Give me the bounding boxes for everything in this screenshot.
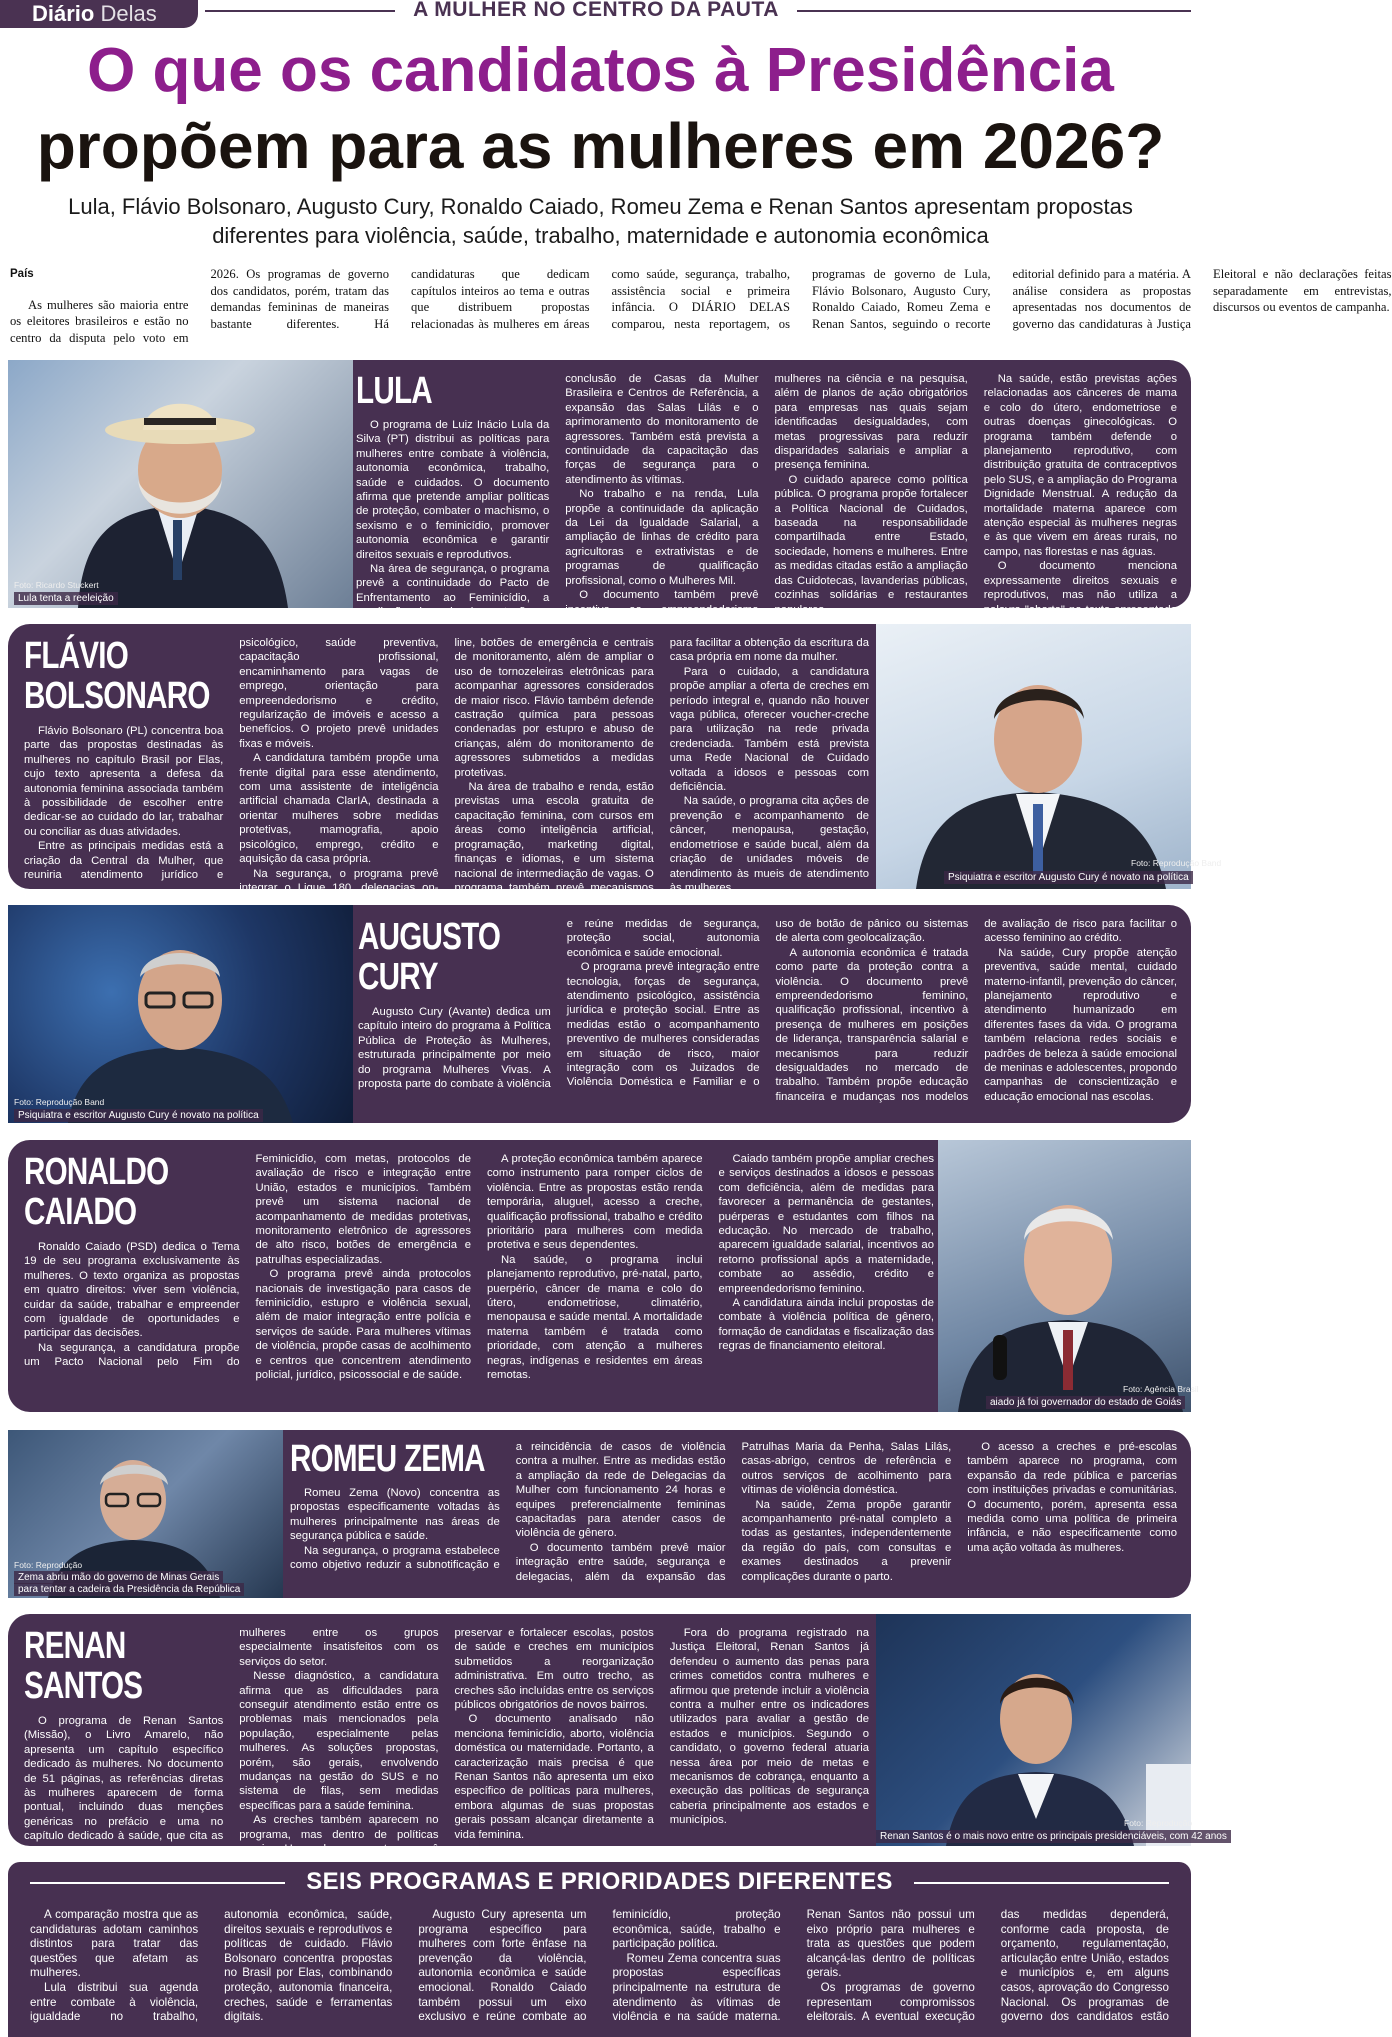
- paragraph: A autonomia econômica é tratada como parte da proteção contra a violência. O documento prevê empreendedorismo feminino, qualificação profissional, incentivo à presença de mulheres em posições de liderança, transparência salarial e mecanismos para reduzir desigualdades no mercado de trabalho. Também propõe educação financeira e mudanças nos modelos de avaliação de risco para facilitar o acesso feminino ao crédito.: [775, 918, 1177, 1103]
- paragraph: Ronaldo Caiado (PSD) dedica o Tema 19 de seu programa exclusivamente às mulheres. O texto organiza as propostas em quatro direitos: viver sem violência, cuidar da saúde, trabalhar e empreender com igualdade de oportunidades e participar das decisões.: [24, 1241, 240, 1340]
- paragraph: Na saúde, Zema propõe garantir acompanhamento pré-natal completo a todas as gestantes, independentemente da região do país, com consultas e exames destinados a prevenir complicações durante o parto.: [741, 1498, 952, 1583]
- paragraph: Para o cuidado, a candidatura propõe ampliar a oferta de creches em período integral e, quando não houver vaga pública, oferecer voucher-creche para utilização na rede privada credenciada. Também está prevista uma Rede Nacional de Cuidado voltada a idosos e pessoas com deficiência.: [669, 665, 869, 794]
- paragraph: No trabalho e na renda, Lula propõe a continuidade da aplicação da Lei da Igualdade Salarial, a ampliação de linhas de crédito para agricultoras e extrativistas e de programas de qualificação profissional, como o Mulheres Mil.: [565, 488, 759, 587]
- section-tagline: A MULHER NO CENTRO DA PAUTA: [395, 0, 797, 22]
- photo-caption: para tentar a cadeira da Presidência da República: [14, 1583, 244, 1596]
- paragraph: Na saúde, Cury propõe atenção preventiva, saúde mental, cuidado materno-infantil, prevenção do câncer, planejamento reprodutivo e atendimento humanizado em diferentes fases da vida. O programa também relaciona redes sociais e padrões de beleza à saúde emocional de meninas e adolescentes, propondo campanhas de conscientização e educação emocional nas escolas.: [984, 946, 1177, 1103]
- photo-caption: Psiquiatra e escritor Augusto Cury é novato na política: [14, 1109, 263, 1122]
- panel-romeu-zema: [8, 1430, 1191, 1598]
- paragraph: O documento analisado não menciona feminicídio, aborto, violência doméstica ou maternidade. Portanto, a caracterização mais precisa é que Renan Santos não apresenta um eixo específico de políticas para mulheres, embora algumas de suas propostas gerais possam alcançar diretamente a vida feminina.: [454, 1713, 654, 1841]
- photo-romeu-zema: [8, 1430, 283, 1598]
- paragraph: Caiado também propõe ampliar creches e serviços destinados a idosos e pessoas com deficiência, além de medidas para favorecer a permanência de gestantes, puérperas e estudantes com filhos na educação. No mercado de trabalho, aparecem igualdade salarial, incentivos ao retorno profissional após a maternidade, combate ao assédio, crédito e empreendedorismo feminino.: [718, 1153, 934, 1295]
- summary-text: [8, 1902, 1364, 2037]
- paragraph: A comparação mostra que as candidaturas adotam caminhos distintos para tratar das questões que afetam as mulheres.: [30, 1908, 199, 1980]
- photo-caption: Psiquiatra e escritor Augusto Cury é novato na política: [944, 871, 1193, 884]
- text-romeu-zema: [290, 1440, 1177, 1588]
- paragraph: Na saúde, estão previstas ações relacionadas aos cânceres de mama e colo do útero, endometriose e outras doenças ginecológicas. O programa também defende o planejamento reprodutivo, com distribuição gratuita de contraceptivos pelo SUS, e a ampliação do Programa Dignidade Menstrual. A redução da mortalidade materna aparece com atenção especial às mulheres negras e às que vivem em áreas rurais, no campo, nas florestas e nas águas.: [983, 373, 1177, 558]
- paragraph: As creches também aparecem no programa, mas dentro de políticas gerais. Uma das propostas prevê preservar e fortalecer escolas, postos de saúde e creches em municípios submetidos a reorganização administrativa. Em outro trecho, as creches são incluídas entre os serviços públicos obrigatórios de novos bairros.: [239, 1627, 654, 1856]
- paragraph: O programa de Luiz Inácio Lula da Silva (PT) distribui as políticas para mulheres entre combate à violência, autonomia econômica, trabalho, saúde e cuidados. O documento afirma que pretende ampliar políticas de proteção, combater o machismo, o sexismo e o feminicídio, promover autonomia econômica e garantir direitos sexuais e reprodutivos.: [356, 419, 550, 561]
- paragraph: Augusto Cury apresenta um programa específico para mulheres com forte ênfase na prevenção da violência, autonomia econômica e saúde emocional. Ronaldo Caiado também possui um eixo exclusivo e reúne combate ao feminicídio, proteção econômica, saúde, trabalho e participação política.: [418, 1908, 781, 2024]
- paragraph: O programa de Renan Santos (Missão), o Livro Amarelo, não apresenta um capítulo específico dedicado às mulheres. No documento de 51 páginas, as referências diretas às mulheres aparecem de forma pontual, incluindo duas menções genéricas no prefácio e uma no capítulo dedicado à saúde, que cita as mulheres entre os grupos especialmente insatisfeitos com os serviços do setor.: [24, 1627, 439, 1843]
- panel-flavio-bolsonaro: [8, 624, 1222, 894]
- paragraph: A proteção econômica também aparece como instrumento para romper ciclos de violência. Entre as propostas estão renda temporária, aluguel, acesso a creche, qualificação profissional, trabalho e crédito prioritário para mulheres com medida protetiva e seus dependentes.: [487, 1153, 703, 1252]
- paragraph: Na segurança, o programa estabelece como objetivo reduzir a subnotificação e a reincidência de casos de violência contra a mulher. Entre as medidas estão a ampliação da rede de Delegacias da Mulher com funcionamento 24 horas e equipes preferencialmente femininas capacitadas para atender casos de violência de gênero.: [290, 1441, 726, 1572]
- photo-caption: aiado já foi governador do estado de Goiás: [986, 1396, 1185, 1409]
- paragraph: Na área de trabalho e renda, estão previstas uma escola gratuita de capacitação feminina, com cursos em áreas como inteligência artificial, programação, marketing digital, finanças e idiomas, e um sistema nacional de intermediação de vagas. O programa também prevê mecanismos para facilitar a obtenção da escritura da casa própria em nome da mulher.: [454, 637, 869, 894]
- headline-line-2: propõem para as mulheres em 2026?: [36, 110, 1165, 182]
- intro-text: [10, 266, 1392, 346]
- photo-credit: Foto: Reprodução: [14, 1560, 83, 1570]
- summary-title-bar: [8, 1862, 1191, 1902]
- panel-augusto-cury: [8, 905, 1191, 1123]
- paragraph: Fora do programa registrado na Justiça Eleitoral, Renan Santos já defendeu o aumento das penas para crimes cometidos contra mulheres e afirmou que pretende incluir a violência contra a mulher entre os indicadores utilizados para avaliar a gestão de estados e municípios. Segundo o candidato, o governo federal atuaria nessa área por meio de metas e mecanismos de cobrança, enquanto a execução das políticas de segurança caberia principalmente aos estados e municípios.: [669, 1627, 869, 1827]
- top-bar: [0, 0, 1201, 30]
- photo-caption: Zema abriu mão do governo de Minas Gerais: [14, 1571, 223, 1584]
- candidate-name: AUGUSTO CURY: [358, 916, 501, 998]
- photo-credit: Foto: Ricardo Stuckert: [14, 580, 99, 590]
- text-ronaldo-caiado: [24, 1152, 934, 1402]
- panel-renan-santos: [8, 1614, 1227, 1856]
- brand-light: Delas: [100, 1, 157, 26]
- photo-lula: [8, 360, 353, 608]
- candidate-name: LULA: [356, 370, 432, 412]
- paragraph: Romeu Zema (Novo) concentra as propostas especificamente voltadas às mulheres principalmente nas áreas de segurança pública e saúde.: [290, 1487, 500, 1543]
- photo-ronaldo-caiado: [938, 1140, 1199, 1412]
- paragraph: O programa prevê integração entre tecnologia, forças de segurança, atendimento psicológico, assistência jurídica e proteção social. Entre as medidas estão o acompanhamento preventivo de mulheres consideradas em situação de risco, maior integração com os Juizados de Violência Doméstica e Familiar e o uso de botão de pânico ou sistemas de alerta com geolocalização.: [566, 918, 969, 1089]
- section-label: País: [10, 268, 34, 280]
- paragraph: Na área de segurança, o programa prevê a continuidade do Pacto de Enfrentamento ao Feminicídio, a ampliação da rede de proteção, a conclusão de Casas da Mulher Brasileira e Centros de Referência, a expansão das Salas Lilás e o aprimoramento do monitoramento de agressores. Também está prevista a continuidade da capacitação das forças de segurança para o atendimento às vítimas.: [356, 373, 759, 619]
- paragraph: Entre as principais medidas está a criação da Central da Mulher, que reuniria atendimento jurídico e psicológico, saúde preventiva, capacitação profissional, encaminhamento para vagas de emprego, orientação para empreendedorismo e crédito, regularização de imóveis e acesso a benefícios. O projeto prevê unidades fixas e móveis.: [24, 637, 439, 882]
- candidate-name: ROMEU ZEMA: [290, 1438, 485, 1480]
- paragraph: Na segurança, a candidatura propõe um Pacto Nacional pelo Fim do Feminicídio, com metas, protocolos de avaliação de risco e integração entre União, estados e municípios. Também prevê um sistema nacional de acompanhamento de medidas protetivas, monitoramento eletrônico de agressores de alto risco, botões de emergência e patrulhas especializadas.: [24, 1153, 471, 1369]
- candidate-name: RONALDO CAIADO: [24, 1151, 169, 1233]
- paragraph: Na saúde, o programa cita ações de prevenção e acompanhamento de câncer, menopausa, gestação, endometriose e saúde bucal, além da criação de unidades móveis de atendimento às mueis de atendimento às mulheres.: [669, 795, 869, 894]
- paragraph: Augusto Cury (Avante) dedica um capítulo inteiro do programa à Política Pública de Proteção às Mulheres, estruturada principalmente por meio do programa Mulheres Vivas. A proposta parte do combate à violência e reúne medidas de segurança, proteção social, autonomia econômica e saúde emocional.: [358, 918, 760, 1091]
- paragraph: O documento também prevê maior integração entre saúde, segurança e delegacias, além da expansão das Patrulhas Maria da Penha, Salas Lilás, casas-abrigo, centros de referência e outros serviços de acolhimento para vítimas de violência doméstica.: [515, 1441, 952, 1583]
- paragraph: Nesse diagnóstico, a candidatura afirma que as dificuldades para conseguir atendimento estão entre os problemas mais mencionados pela população, especialmente pelas mulheres. As soluções propostas, porém, são gerais, envolvendo mudanças na gestão do SUS e no sistema de filas, sem medidas específicas para a saúde feminina.: [239, 1670, 439, 1812]
- paragraph: A candidatura também propõe uma frente digital para esse atendimento, com uma assistente de inteligência artificial chamada ClarIA, destinada a orientar mulheres sobre medidas protetivas, mamografia, apoio psicológico, emprego, crédito e aquisição da casa própria.: [239, 752, 439, 866]
- subheadline: Lula, Flávio Bolsonaro, Augusto Cury, Ronaldo Caiado, Romeu Zema e Renan Santos apresentam propostas diferentes para violência, saúde, trabalho, maternidade e autonomia econômica: [68, 194, 1133, 248]
- paragraph: O programa prevê ainda protocolos nacionais de investigação para casos de feminicídio, estupro e violência sexual, além de maior integração entre polícia e serviços de saúde. Para mulheres vítimas de violência, propõe casas de acolhimento e centros que concentrem atendimento policial, jurídico, psicossocial e de saúde.: [255, 1268, 471, 1382]
- photo-credit: Foto: Reprodução Band: [1131, 858, 1222, 868]
- summary-title: SEIS PROGRAMAS E PRIORIDADES DIFERENTES: [306, 1868, 893, 1895]
- paragraph: O cuidado aparece como política pública. O programa propõe fortalecer a Política Nacional de Cuidados, baseada na responsabilidade compartilhada entre Estado, sociedade, homens e mulheres. Entre as medidas citadas estão a ampliação das Cuidotecas, lavanderias públicas, cozinhas solidárias e restaurantes populares.: [774, 473, 968, 616]
- headline-line-1: O que os candidatos à Presidência: [87, 36, 1114, 105]
- paragraph: A candidatura ainda inclui propostas de combate à violência política de gênero, formação de candidatas e fiscalização das regras de financiamento eleitoral.: [718, 1297, 934, 1353]
- text-augusto-cury: [358, 917, 1177, 1113]
- candidate-name: RENAN SANTOS: [24, 1625, 143, 1707]
- text-flavio: [24, 635, 869, 894]
- brand-logo: [0, 0, 198, 28]
- photo-renan-santos: [876, 1614, 1227, 1846]
- text-renan-santos: [24, 1625, 869, 1856]
- photo-caption: Lula tenta a reeleição: [14, 592, 118, 605]
- paragraph: Flávio Bolsonaro (PL) concentra boa parte das propostas destinadas às mulheres no capítulo Brasil por Elas, cujo texto apresenta a defesa da autonomia feminina associada também à possibilidade de escolher entre dedicar-se ao cuidado do lar, trabalhar ou conciliar as duas atividades.: [24, 725, 224, 838]
- photo-caption: Renan Santos é o mais novo entre os principais presidenciáveis, com 42 anos: [876, 1830, 1231, 1843]
- paragraph: Os programas de governo representam compromissos eleitorais. A eventual execução das medidas dependerá, conforme cada proposta, de orçamento, regulamentação, articulação entre União, estados e municípios e, em alguns casos, aprovação do Congresso Nacional. Os programas de governo dos candidatos estão disponíveis na base de divulgação de candidaturas e contas eleitorais do Tribunal Superior Eleitoral.: [806, 1908, 1364, 2024]
- paragraph: O acesso a creches e pré-escolas também aparece no programa, com expansão da rede pública e parcerias com instituições privadas e comunitárias. O documento, porém, apresenta essa medida como uma política de primeira infância, e não especificamente como uma ação voltada às mulheres.: [967, 1441, 1177, 1554]
- paragraph: Na saúde, o programa inclui planejamento reprodutivo, pré-natal, parto, puerpério, câncer de mama e colo do útero, endometriose, climatério, menopausa e saúde mental. A mortalidade materna também é tratada como prioridade, com atenção a mulheres negras, indígenas e residentes em áreas remotas.: [487, 1253, 703, 1382]
- photo-credit: Foto: Reprodução Band: [14, 1097, 105, 1107]
- photo-flavio: [876, 624, 1222, 889]
- panel-ronaldo-caiado: [8, 1140, 1199, 1412]
- panel-lula: [8, 360, 1191, 619]
- paragraph: Na segurança, o programa prevê integrar o Ligue 180, delegacias on-line, botões de emergência e centrais de monitoramento, além de ampliar o uso de tornozeleiras eletrônicas para acompanhar agressores considerados de maior risco. Flávio também defende castração química para pessoas condenadas por estupro e abuso de crianças, além do monitoramento de agressores submetidos a medidas protetivas.: [239, 637, 654, 894]
- text-lula: [356, 370, 1177, 619]
- intro-paragraph: As mulheres são maioria entre os eleitores brasileiros e estão no centro da disputa pelo voto em 2026. Os programas de governo dos candidatos, porém, tratam das demandas femininas de maneiras bastante diferentes. Há candidaturas que dedicam capítulos inteiros ao tema e outras que distribuem propostas relacionadas às mulheres em áreas como saúde, segurança, trabalho, assistência social e primeira infância. O DIÁRIO DELAS comparou, nesta reportagem, os programas de governo de Lula, Flávio Bolsonaro, Augusto Cury, Ronaldo Caiado, Romeu Zema e Renan Santos, seguindo o recorte editorial definido para a matéria. A análise considera as propostas apresentadas nos documentos de governo das candidaturas à Justiça Eleitoral e não declarações feitas separadamente em entrevistas, discursos ou eventos de campanha.: [10, 267, 1392, 345]
- paragraph: Lula distribui sua agenda entre combate à violência, igualdade no trabalho, autonomia econômica, saúde, direitos sexuais e reprodutivos e políticas de cuidado. Flávio Bolsonaro concentra propostas no Brasil por Elas, combinando proteção, autonomia financeira, creches, saúde e ferramentas digitais.: [30, 1908, 393, 2024]
- paragraph: O documento também prevê incentivo ao empreendedorismo mulheres na ciência e na pesquisa, além de planos de ação obrigatórios para empresas nas quais sejam identificadas desigualdades, com metas progressivas para reduzir disparidades salariais e ampliar a presença feminina.: [565, 373, 968, 616]
- candidate-name: FLÁVIO BOLSONARO: [24, 635, 210, 717]
- photo-credit: Foto: Reprodução: [1124, 1818, 1193, 1828]
- photo-augusto-cury: [8, 905, 353, 1123]
- photo-credit: Foto: Agência Brasil: [1123, 1384, 1199, 1394]
- paragraph: Romeu Zema concentra suas propostas específicas principalmente na estrutura de atendimento às vítimas de violência e na saúde materna. Renan Santos não possui um eixo próprio para mulheres e trata as questões que podem alcançá-las dentro de políticas gerais.: [612, 1908, 975, 2024]
- paragraph: O documento menciona expressamente direitos sexuais e reprodutivos, mas não utiliza a palavra "aborto" no texto apresentado: [983, 560, 1177, 616]
- brand-bold: Diário: [32, 1, 95, 26]
